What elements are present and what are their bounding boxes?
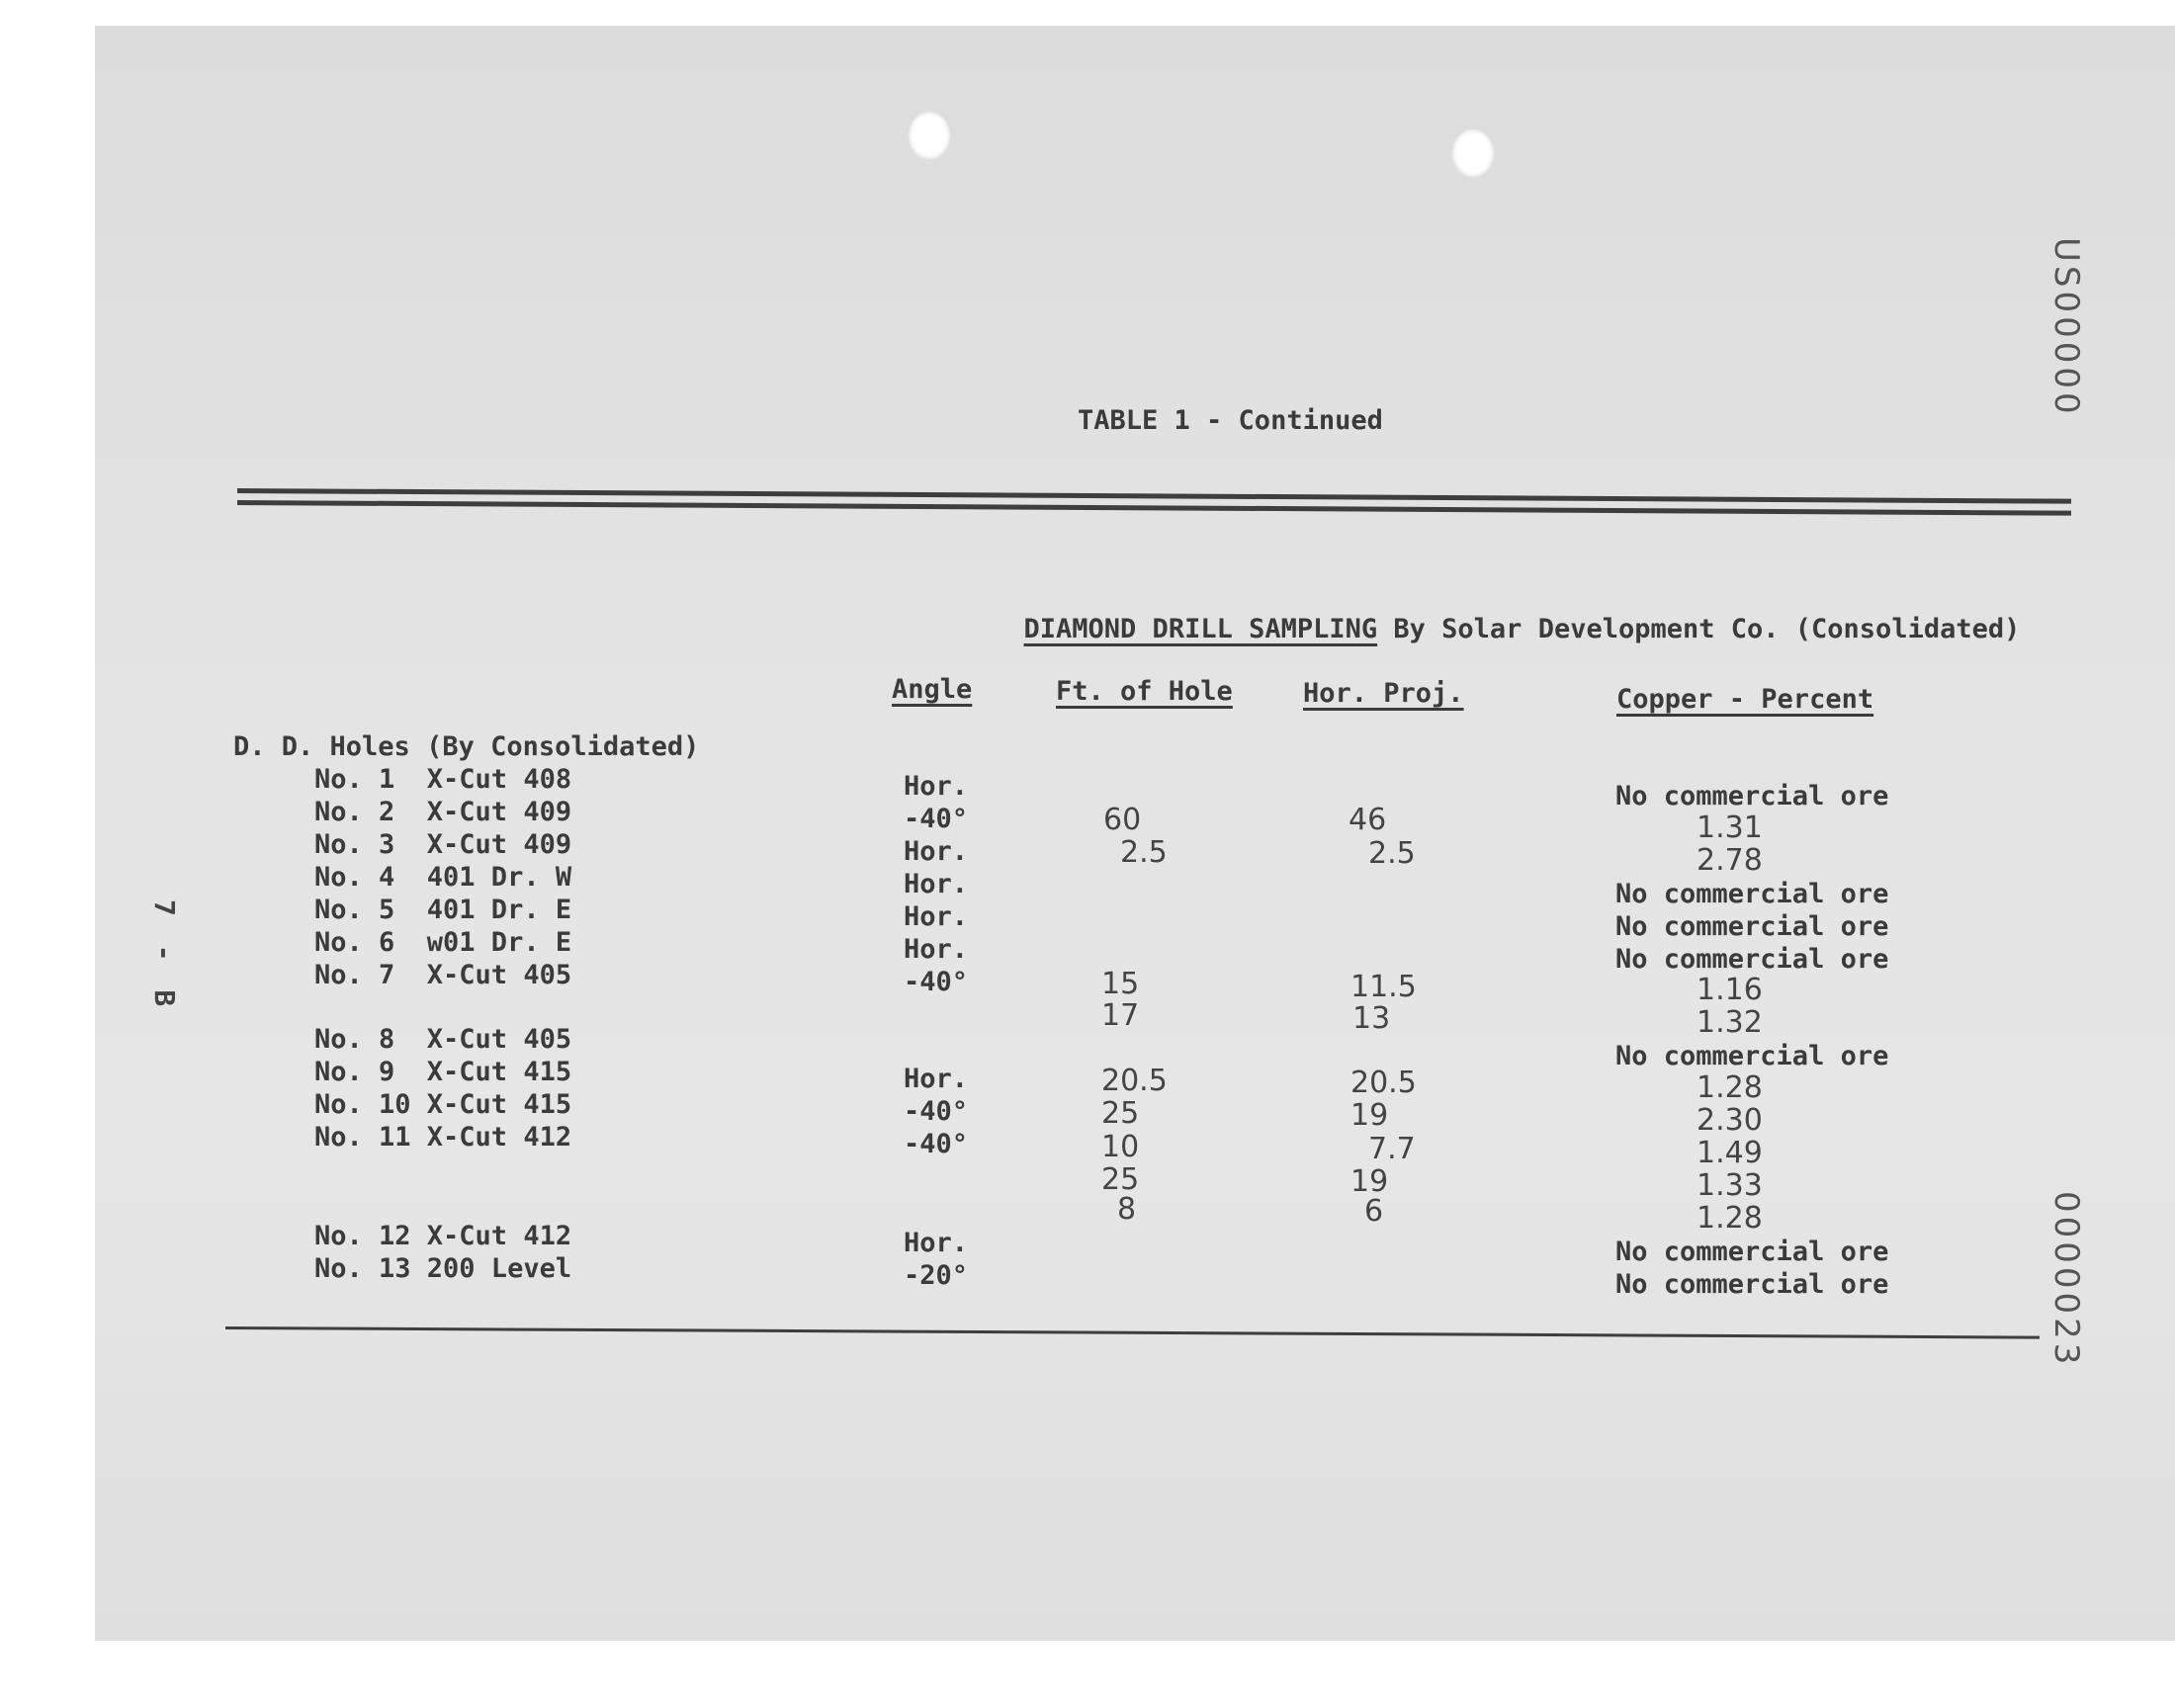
angle-value: -40° [904, 1129, 969, 1159]
ft-of-hole-value: 15 [1101, 967, 1140, 1001]
hole-label: No. 1 X-Cut 408 [314, 764, 572, 795]
angle-value: Hor. [904, 934, 969, 965]
angle-value: Hor. [904, 1228, 969, 1258]
angle-value: Hor. [904, 869, 969, 899]
subtitle-underlined: DIAMOND DRILL SAMPLING [1023, 614, 1378, 644]
angle-value: -40° [904, 804, 969, 834]
copper-value: 2.78 [1696, 843, 1763, 878]
section-label: D. D. Holes (By Consolidated) [233, 731, 700, 762]
stamp-number-bottom: 0000023 [2046, 1191, 2086, 1369]
hole-label: No. 7 X-Cut 405 [314, 960, 572, 990]
ft-of-hole-value: 20.5 [1101, 1064, 1168, 1098]
subtitle-rest: By Solar Development Co. (Consolidated) [1377, 614, 2021, 644]
table-subtitle [992, 583, 2020, 644]
hor-proj-value: 19 [1350, 1098, 1389, 1133]
copper-value: 1.49 [1696, 1136, 1763, 1170]
ft-of-hole-value: 8 [1117, 1192, 1137, 1227]
hole-label: No. 9 X-Cut 415 [314, 1057, 572, 1087]
copper-value: 1.28 [1696, 1201, 1763, 1236]
hole-label: No. 8 X-Cut 405 [314, 1024, 572, 1055]
copper-value: 1.16 [1696, 973, 1763, 1007]
hor-proj-value: 13 [1352, 1001, 1391, 1036]
copper-value: No commercial ore [1615, 944, 1889, 975]
hole-label: No. 4 401 Dr. W [314, 862, 572, 893]
ft-of-hole-value: 60 [1103, 803, 1142, 837]
hole-label: No. 3 X-Cut 409 [314, 829, 572, 860]
hor-proj-value: 11.5 [1350, 970, 1417, 1004]
hole-label: No. 2 X-Cut 409 [314, 797, 572, 827]
angle-value: -20° [904, 1260, 969, 1291]
ft-of-hole-value: 10 [1101, 1130, 1140, 1164]
hole-label: No. 11 X-Cut 412 [314, 1122, 572, 1153]
angle-value: Hor. [904, 901, 969, 932]
table-title: TABLE 1 - Continued [1078, 405, 1383, 436]
hor-proj-value: 46 [1348, 803, 1387, 837]
hole-label: No. 5 401 Dr. E [314, 895, 572, 925]
header-ft-of-hole: Ft. of Hole [1056, 676, 1233, 707]
copper-value: No commercial ore [1615, 911, 1889, 942]
angle-value: -40° [904, 967, 969, 997]
punch-hole-left [908, 111, 951, 160]
angle-value: Hor. [904, 771, 969, 802]
hor-proj-value: 20.5 [1350, 1066, 1417, 1100]
copper-value: No commercial ore [1615, 1269, 1889, 1300]
ft-of-hole-value: 2.5 [1120, 835, 1168, 870]
punch-hole-right [1451, 128, 1495, 178]
copper-value: 1.31 [1696, 811, 1763, 845]
hor-proj-value: 6 [1364, 1194, 1384, 1229]
angle-value: -40° [904, 1096, 969, 1127]
copper-value: 1.28 [1696, 1070, 1763, 1105]
copper-value: 2.30 [1696, 1103, 1763, 1138]
header-hor-proj: Hor. Proj. [1303, 678, 1464, 709]
header-copper: Copper - Percent [1616, 684, 1874, 715]
stamp-number-top: US00000 [2046, 237, 2086, 418]
hole-label: No. 10 X-Cut 415 [314, 1089, 572, 1120]
ft-of-hole-value: 17 [1101, 998, 1140, 1033]
copper-value: 1.33 [1696, 1168, 1763, 1203]
ft-of-hole-value: 25 [1101, 1096, 1140, 1131]
hor-proj-value: 19 [1350, 1164, 1389, 1199]
copper-value: 1.32 [1696, 1005, 1763, 1040]
copper-value: No commercial ore [1615, 781, 1889, 811]
hole-label: No. 6 w01 Dr. E [314, 927, 572, 958]
page-number: 7 - B [148, 899, 181, 1013]
header-angle: Angle [892, 674, 973, 705]
hor-proj-value: 2.5 [1368, 836, 1416, 871]
copper-value: No commercial ore [1615, 879, 1889, 909]
angle-value: Hor. [904, 836, 969, 867]
ft-of-hole-value: 25 [1101, 1162, 1140, 1197]
hor-proj-value: 7.7 [1368, 1132, 1416, 1166]
copper-value: No commercial ore [1615, 1041, 1889, 1071]
hole-label: No. 12 X-Cut 412 [314, 1221, 572, 1251]
copper-value: No commercial ore [1615, 1237, 1889, 1267]
hole-label: No. 13 200 Level [314, 1253, 572, 1284]
angle-value: Hor. [904, 1064, 969, 1094]
